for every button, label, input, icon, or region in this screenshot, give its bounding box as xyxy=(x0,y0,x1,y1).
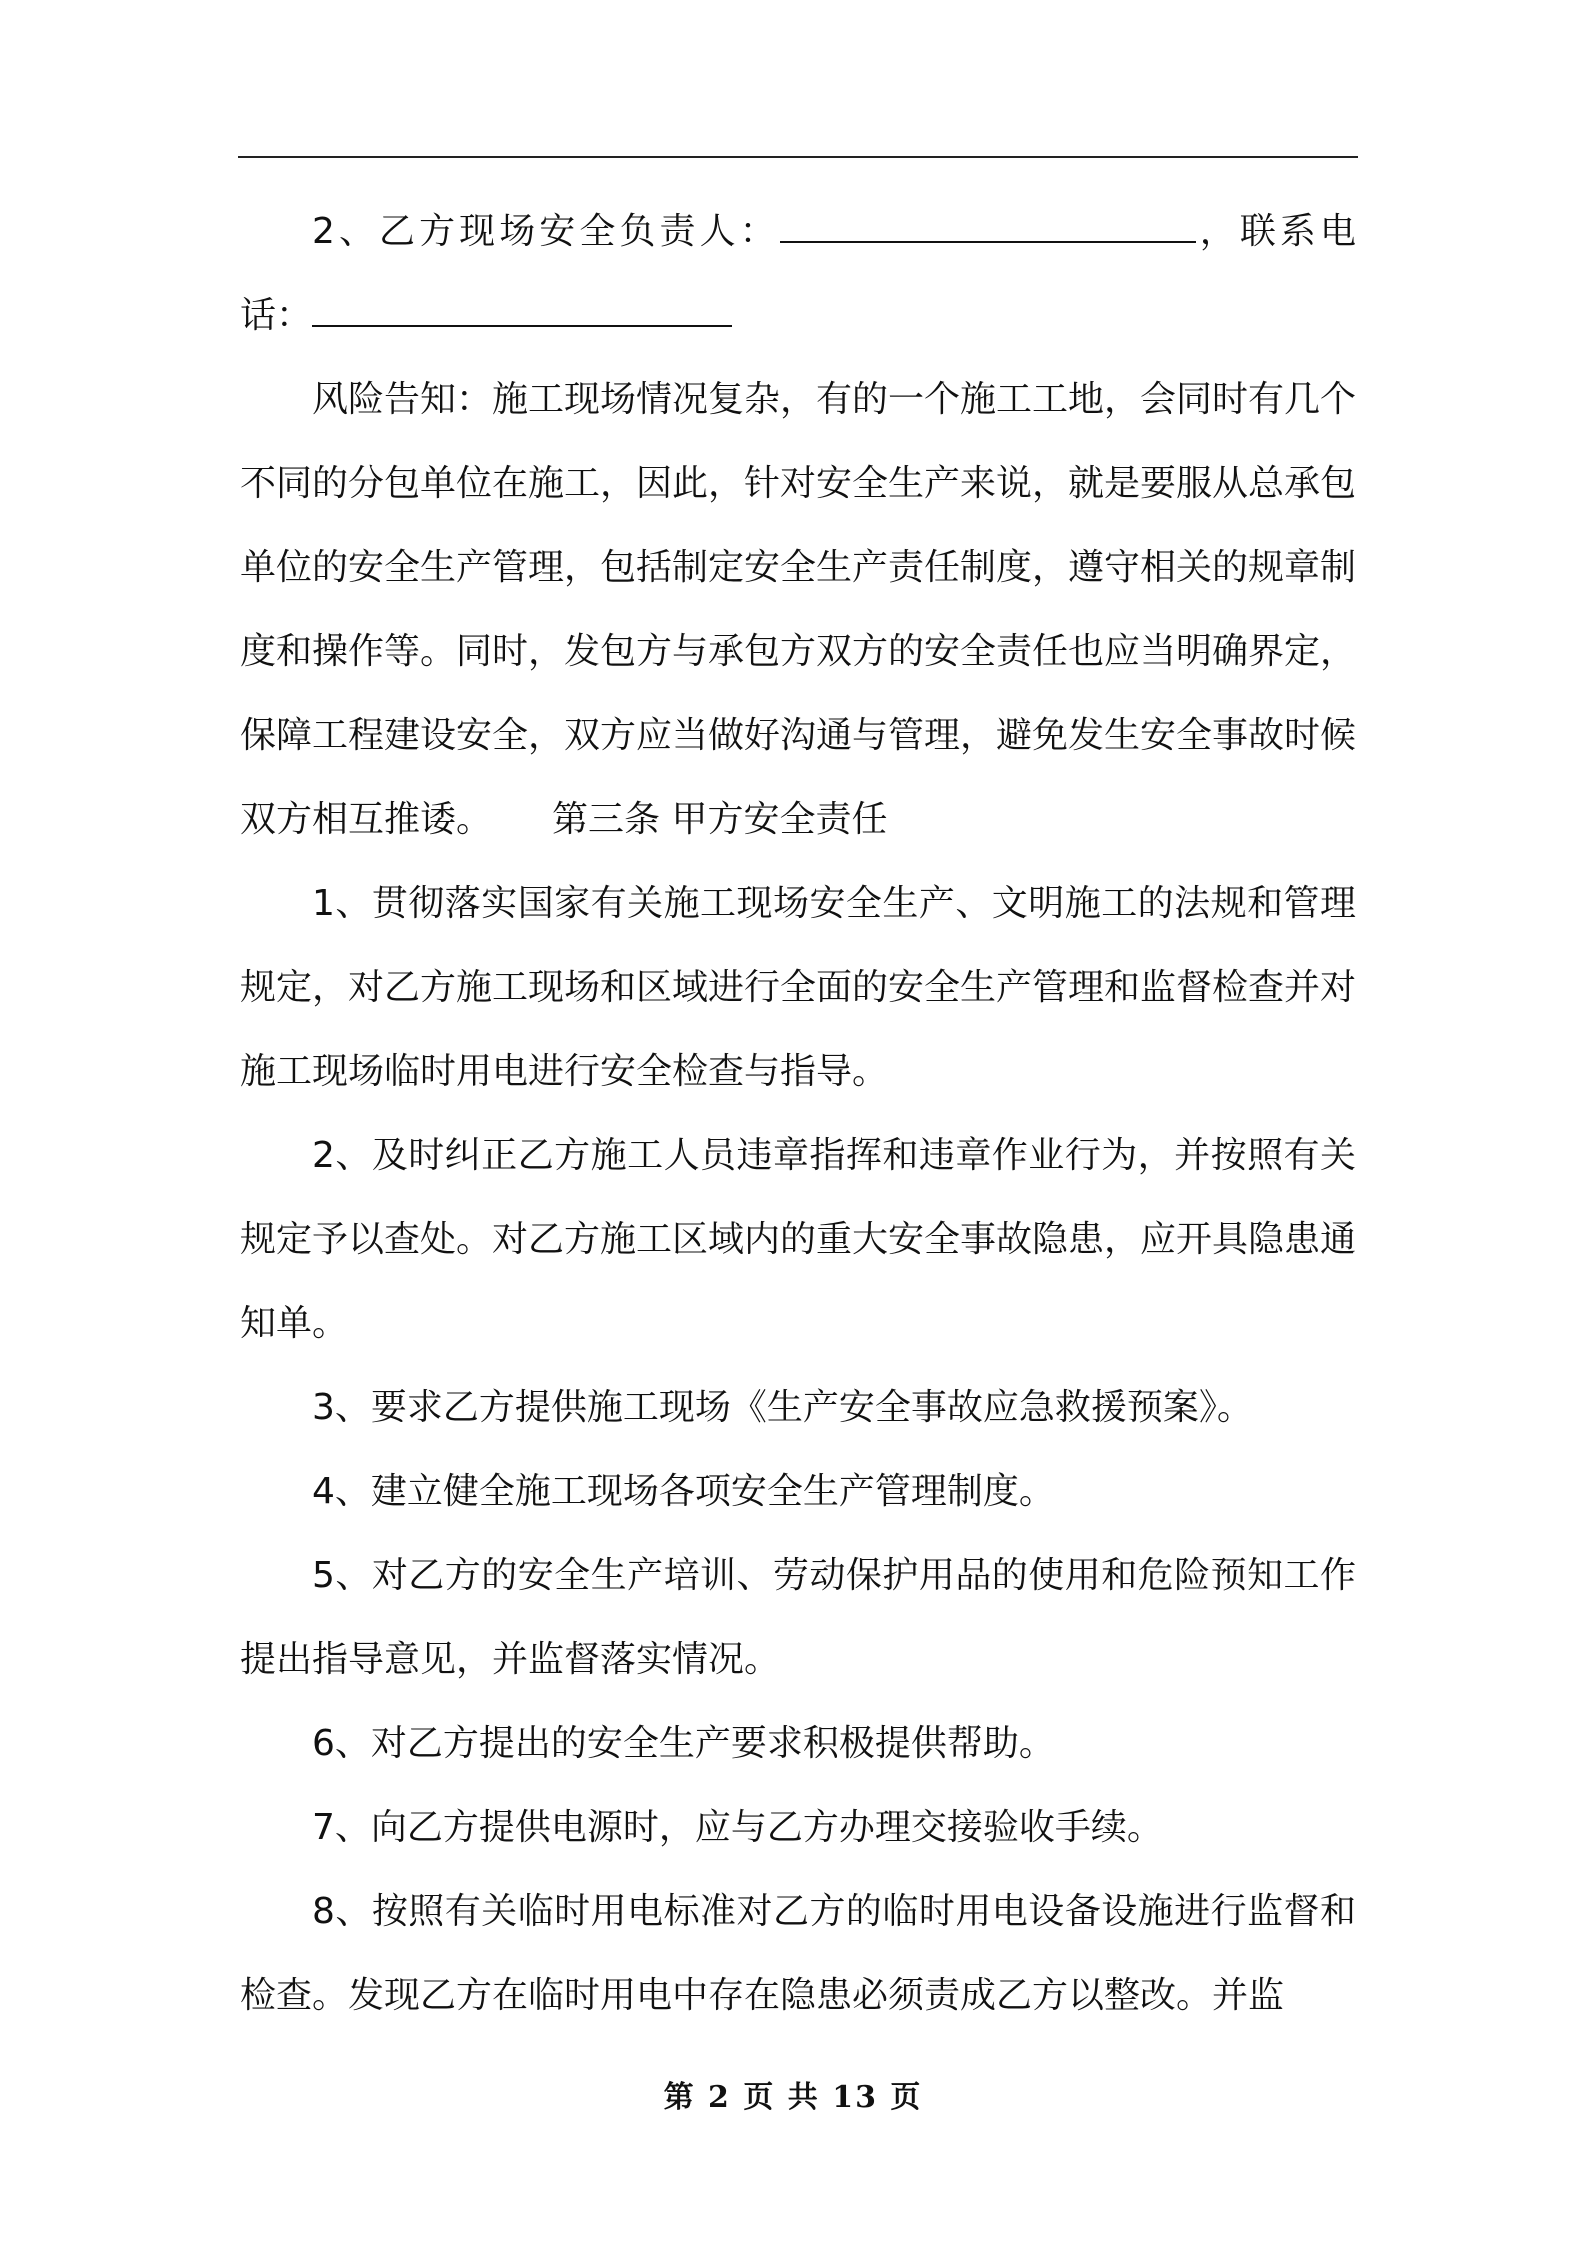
item-7: 7、向乙方提供电源时，应与乙方办理交接验收手续。 xyxy=(312,1807,1163,1848)
paragraph-safety-contact xyxy=(240,190,1356,358)
item-6: 6、对乙方提出的安全生产要求积极提供帮助。 xyxy=(312,1723,1055,1764)
contact-name-blank[interactable] xyxy=(780,211,1196,243)
phone-label: ，联系电话： xyxy=(240,211,1356,336)
item-8: 8、按照有关临时用电标准对乙方的临时用电设备设施进行监督和检查。发现乙方在临时用电中存在隐患必须责成乙方以整改。并监 xyxy=(240,1891,1356,2016)
item-5: 5、对乙方的安全生产培训、劳动保护用品的使用和危险预知工作提出指导意见，并监督落实情况。 xyxy=(240,1555,1356,1680)
phone-blank[interactable] xyxy=(312,295,732,327)
item-2: 2、及时纠正乙方施工人员违章指挥和违章作业行为，并按照有关规定予以查处。对乙方施工区域内的重大安全事故隐患，应开具隐患通知单。 xyxy=(240,1135,1357,1344)
risk-notice-text: 风险告知：施工现场情况复杂，有的一个施工工地，会同时有几个不同的分包单位在施工，因此，针对安全生产来说，就是要服从总承包单位的安全生产管理，包括制定安全生产责任制度，遵守相关的规章制度和操作等。同时，发包方与承包方双方的安全责任也应当明确界定，保障工程建设安全，双方应当做好沟通与管理，避免发生安全事故时候双方相互推诿。 xyxy=(240,379,1357,840)
item-3: 3、要求乙方提供施工现场《生产安全事故应急救援预案》。 xyxy=(312,1387,1253,1428)
contact-label: 2、乙方现场安全负责人： xyxy=(312,211,780,252)
header-rule xyxy=(238,156,1358,158)
paragraph-risk-notice xyxy=(240,358,1356,862)
item-4: 4、建立健全施工现场各项安全生产管理制度。 xyxy=(312,1471,1055,1512)
section-heading: 第三条 甲方安全责任 xyxy=(552,799,888,840)
page-number: 第 2 页 共 13 页 xyxy=(663,2080,923,2115)
document-body xyxy=(240,190,1356,2038)
item-1: 1、贯彻落实国家有关施工现场安全生产、文明施工的法规和管理规定，对乙方施工现场和区域进行全面的安全生产管理和监督检查并对施工现场临时用电进行安全检查与指导。 xyxy=(240,883,1357,1092)
